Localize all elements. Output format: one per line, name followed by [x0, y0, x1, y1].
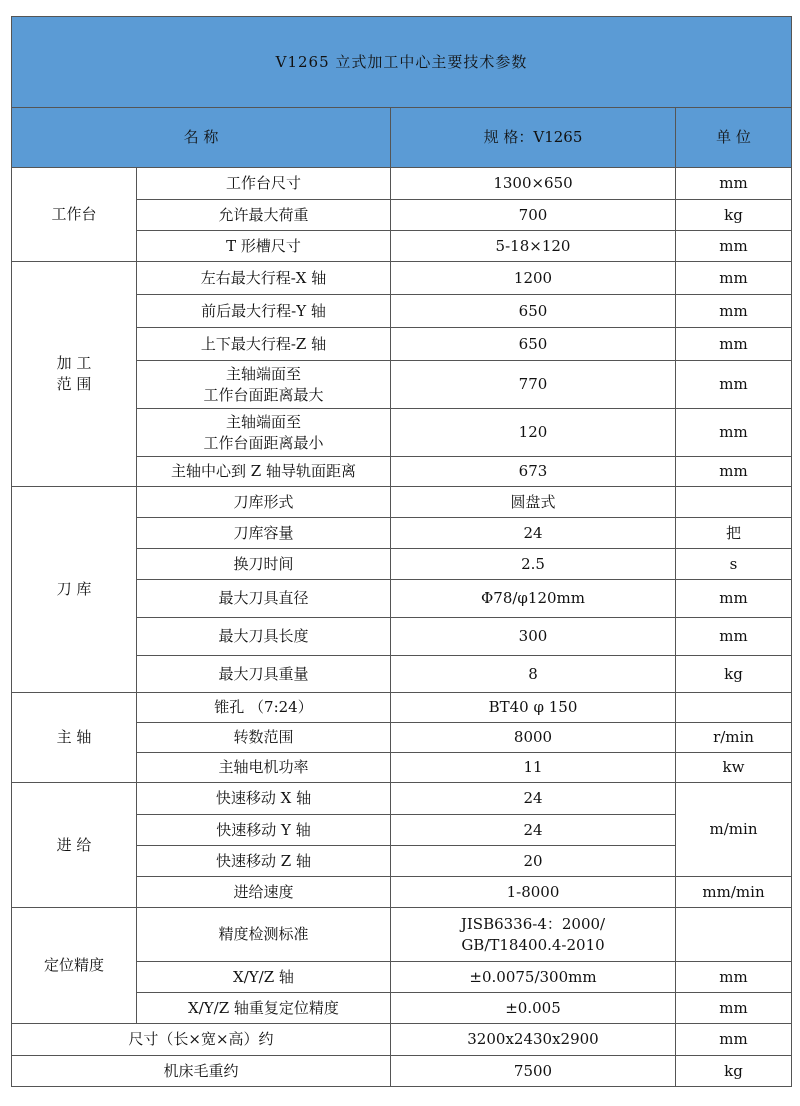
- unit-cell: r/min: [676, 723, 792, 753]
- param-line: 工作台面距离最大: [203, 385, 324, 404]
- param-cell: 允许最大荷重: [137, 200, 391, 231]
- value-line: JISB6336-4：2000/: [460, 914, 606, 933]
- param-cell: 进给速度: [137, 877, 391, 908]
- table-row: [12, 168, 792, 200]
- value-cell: 20: [391, 846, 676, 877]
- header-unit: 单 位: [676, 108, 792, 168]
- table-row: [12, 1056, 792, 1087]
- unit-cell: mm: [676, 328, 792, 361]
- unit-cell: mm: [676, 618, 792, 656]
- unit-cell: mm/min: [676, 877, 792, 908]
- value-cell: 1200: [391, 262, 676, 295]
- unit-cell: s: [676, 549, 792, 580]
- title-row: [12, 17, 792, 108]
- param-cell: X/Y/Z 轴重复定位精度: [137, 993, 391, 1024]
- unit-cell: mm: [676, 168, 792, 200]
- param-cell: X/Y/Z 轴: [137, 962, 391, 993]
- weight-label: 机床毛重约: [12, 1056, 391, 1087]
- param-cell: [137, 409, 391, 457]
- table-row: [12, 487, 792, 518]
- value-cell: BT40 φ 150: [391, 693, 676, 723]
- param-line: 主轴端面至: [225, 364, 301, 383]
- value-cell: 120: [391, 409, 676, 457]
- table-row: [12, 262, 792, 295]
- value-cell: 1300×650: [391, 168, 676, 200]
- group-label-toolmag: 刀 库: [12, 487, 137, 693]
- unit-cell: mm: [676, 231, 792, 262]
- header-row: [12, 108, 792, 168]
- value-cell: 圆盘式: [391, 487, 676, 518]
- group-label-line: 加 工: [56, 354, 92, 372]
- group-label-feed: 进 给: [12, 783, 137, 908]
- param-cell: 快速移动 X 轴: [137, 783, 391, 815]
- param-line: 主轴端面至: [225, 412, 301, 431]
- value-cell: 8: [391, 656, 676, 693]
- param-cell: 工作台尺寸: [137, 168, 391, 200]
- unit-cell: mm: [676, 580, 792, 618]
- unit-cell: kg: [676, 656, 792, 693]
- value-cell: ±0.005: [391, 993, 676, 1024]
- header-name: 名 称: [12, 108, 391, 168]
- unit-cell: [676, 693, 792, 723]
- value-cell: 673: [391, 457, 676, 487]
- unit-cell: 把: [676, 518, 792, 549]
- unit-cell: [676, 908, 792, 962]
- size-unit: mm: [676, 1024, 792, 1056]
- group-label-accuracy: 定位精度: [12, 908, 137, 1024]
- value-cell: 5-18×120: [391, 231, 676, 262]
- value-cell: 770: [391, 361, 676, 409]
- value-line: GB/T18400.4-2010: [461, 935, 605, 954]
- value-cell: 650: [391, 328, 676, 361]
- param-cell: [137, 361, 391, 409]
- param-cell: 换刀时间: [137, 549, 391, 580]
- unit-cell: [676, 487, 792, 518]
- value-cell: 300: [391, 618, 676, 656]
- group-label-worktable: 工作台: [12, 168, 137, 262]
- value-cell: 11: [391, 753, 676, 783]
- value-cell: 24: [391, 518, 676, 549]
- unit-cell: mm: [676, 962, 792, 993]
- param-cell: 主轴中心到 Z 轴导轨面距离: [137, 457, 391, 487]
- weight-unit: kg: [676, 1056, 792, 1087]
- unit-cell: mm: [676, 262, 792, 295]
- group-label-range: [12, 262, 137, 487]
- param-cell: 前后最大行程-Y 轴: [137, 295, 391, 328]
- unit-cell: mm: [676, 361, 792, 409]
- value-cell: 24: [391, 815, 676, 846]
- unit-cell: mm: [676, 409, 792, 457]
- param-cell: 上下最大行程-Z 轴: [137, 328, 391, 361]
- unit-cell-rapid: m/min: [676, 783, 792, 877]
- value-cell: 700: [391, 200, 676, 231]
- size-value: 3200x2430x2900: [391, 1024, 676, 1056]
- weight-value: 7500: [391, 1056, 676, 1087]
- unit-cell: kg: [676, 200, 792, 231]
- param-cell: 快速移动 Z 轴: [137, 846, 391, 877]
- param-cell: 主轴电机功率: [137, 753, 391, 783]
- size-label: 尺寸（长×宽×高）约: [12, 1024, 391, 1056]
- table-row: [12, 693, 792, 723]
- param-cell: T 形槽尺寸: [137, 231, 391, 262]
- table-row: [12, 783, 792, 815]
- param-cell: 精度检测标准: [137, 908, 391, 962]
- unit-cell: kw: [676, 753, 792, 783]
- value-cell: Φ78/φ120mm: [391, 580, 676, 618]
- param-cell: 左右最大行程-X 轴: [137, 262, 391, 295]
- value-cell: [391, 908, 676, 962]
- page-title: V1265 立式加工中心主要技术参数: [12, 17, 792, 108]
- spec-table: [11, 16, 792, 1087]
- param-cell: 转数范围: [137, 723, 391, 753]
- param-line: 工作台面距离最小: [203, 433, 324, 452]
- group-label-spindle: 主 轴: [12, 693, 137, 783]
- param-cell: 最大刀具重量: [137, 656, 391, 693]
- param-cell: 最大刀具直径: [137, 580, 391, 618]
- value-cell: ±0.0075/300mm: [391, 962, 676, 993]
- param-cell: 锥孔 （7:24）: [137, 693, 391, 723]
- group-label-line: 范 围: [56, 375, 92, 393]
- value-cell: 24: [391, 783, 676, 815]
- param-cell: 刀库形式: [137, 487, 391, 518]
- value-cell: 1-8000: [391, 877, 676, 908]
- value-cell: 2.5: [391, 549, 676, 580]
- unit-cell: mm: [676, 295, 792, 328]
- header-spec: 规 格：V1265: [391, 108, 676, 168]
- value-cell: 650: [391, 295, 676, 328]
- unit-cell: mm: [676, 993, 792, 1024]
- param-cell: 刀库容量: [137, 518, 391, 549]
- param-cell: 最大刀具长度: [137, 618, 391, 656]
- table-row: [12, 1024, 792, 1056]
- value-cell: 8000: [391, 723, 676, 753]
- unit-cell: mm: [676, 457, 792, 487]
- param-cell: 快速移动 Y 轴: [137, 815, 391, 846]
- table-row: [12, 908, 792, 962]
